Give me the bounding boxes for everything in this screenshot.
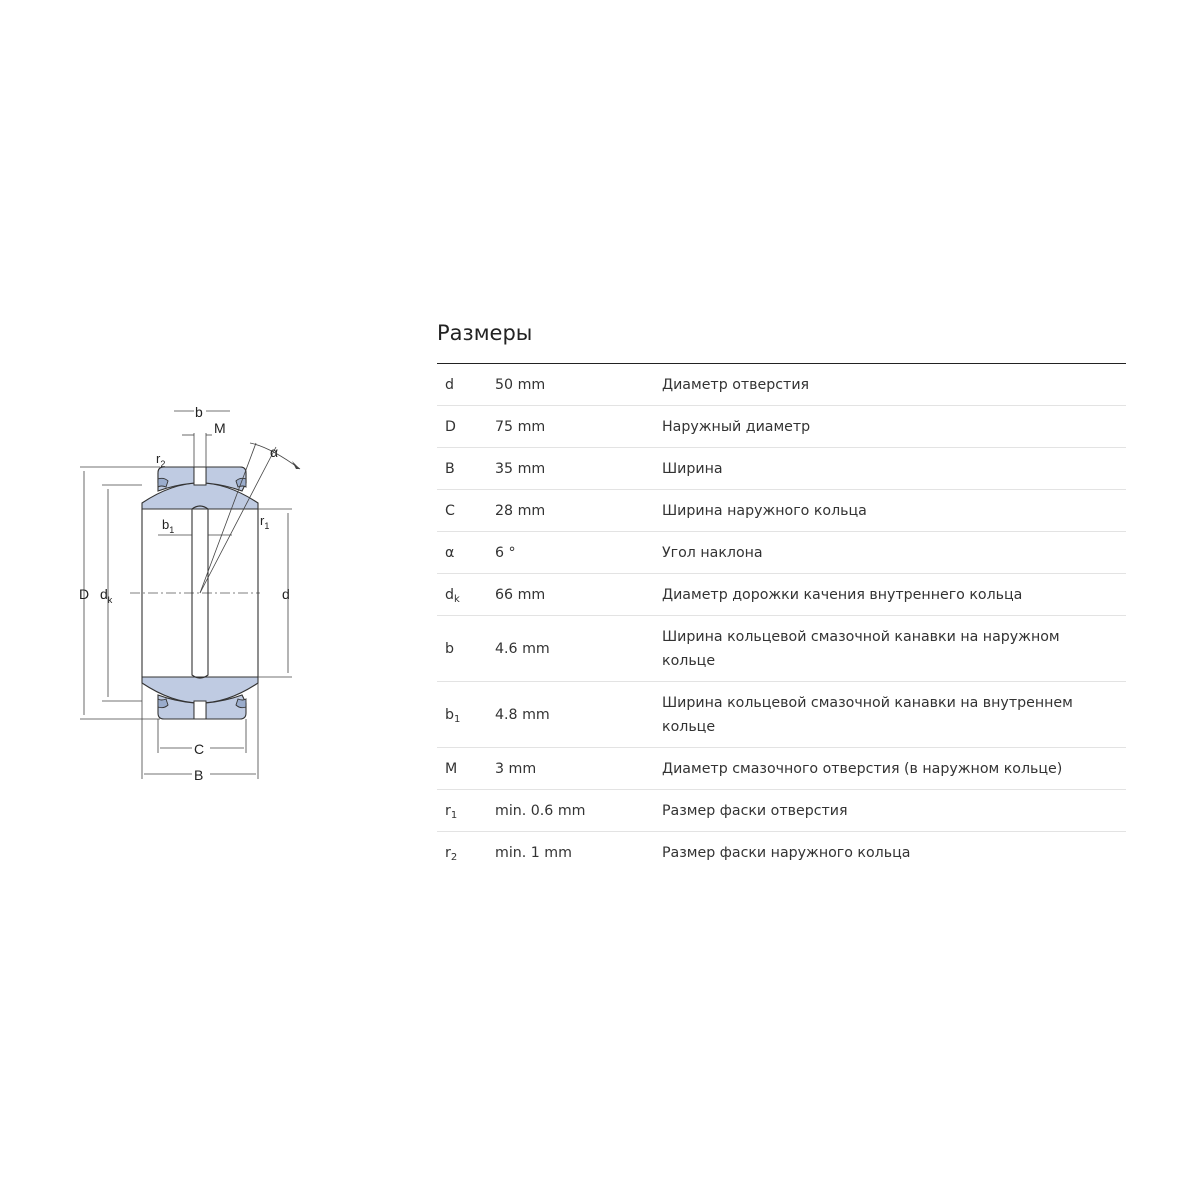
table-row [437, 364, 1126, 406]
label-b-width: B [194, 767, 204, 783]
row-symbol [437, 499, 495, 523]
dimensions-panel [437, 318, 1126, 873]
lubrication-hole-bottom [194, 701, 206, 719]
row-value: 28 mm [495, 502, 546, 519]
row-symbol [437, 637, 495, 661]
label-m: M [214, 420, 226, 436]
row-value: min. 0.6 mm [495, 802, 586, 819]
table-row [437, 574, 1126, 616]
row-value: 4.8 mm [495, 706, 550, 723]
label-c: C [194, 741, 205, 757]
label-b1: $b_1$ [162, 517, 175, 535]
symbol-text: C [445, 502, 455, 519]
row-value: 66 mm [495, 586, 546, 603]
dimensions-table [437, 363, 1126, 873]
label-alpha: α [270, 444, 279, 460]
table-row [437, 490, 1126, 532]
symbol-text: d [445, 586, 455, 603]
symbol-text: α [445, 544, 455, 561]
row-description: Наружный диаметр [662, 418, 811, 435]
bottom-section [142, 677, 258, 719]
symbol-text: B [445, 460, 455, 477]
table-row [437, 616, 1126, 682]
row-description: Ширина кольцевой смазочной канавки на внутреннем кольце [662, 694, 1073, 735]
table-row [437, 790, 1126, 832]
row-description: Диаметр отверстия [662, 376, 810, 393]
label-r1: $r_1$ [260, 513, 270, 531]
symbol-text: M [445, 760, 458, 777]
table-row [437, 406, 1126, 448]
row-value: 75 mm [495, 418, 546, 435]
row-symbol [437, 841, 495, 865]
row-description: Ширина кольцевой смазочной канавки на наружном кольце [662, 628, 1060, 669]
row-symbol [437, 541, 495, 565]
table-row [437, 682, 1126, 748]
label-d-bore: d [282, 586, 290, 602]
table-row [437, 748, 1126, 790]
row-value: 3 mm [495, 760, 537, 777]
row-value: 35 mm [495, 460, 546, 477]
row-value: 4.6 mm [495, 640, 550, 657]
alpha-arrow [292, 461, 300, 469]
row-description: Размер фаски наружного кольца [662, 844, 911, 861]
row-description: Диаметр дорожки качения внутреннего кольца [662, 586, 1023, 603]
label-dk: $d_k$ [100, 586, 113, 605]
row-value: min. 1 mm [495, 844, 572, 861]
symbol-text: r [445, 802, 451, 819]
row-symbol [437, 757, 495, 781]
lubrication-hole [194, 467, 206, 485]
symbol-text: d [445, 376, 455, 393]
row-value: 6 ° [495, 544, 516, 561]
seal-bottom-right [236, 699, 246, 708]
panel-title: Размеры [437, 321, 533, 345]
symbol-text: b [445, 706, 455, 723]
symbol-text: b [445, 640, 455, 657]
row-symbol [437, 373, 495, 397]
symbol-subscript: 2 [450, 851, 458, 863]
label-r2: $r_2$ [156, 451, 166, 469]
symbol-text: r [445, 844, 451, 861]
row-symbol [437, 703, 495, 727]
symbol-text: D [445, 418, 456, 435]
top-section [142, 467, 258, 509]
symbol-subscript: k [454, 593, 460, 605]
row-description: Размер фаски отверстия [662, 802, 848, 819]
label-b: b [195, 404, 203, 420]
row-description: Диаметр смазочного отверстия (в наружном кольце) [662, 760, 1063, 777]
row-value: 50 mm [495, 376, 546, 393]
row-description: Ширина наружного кольца [662, 502, 867, 519]
row-description: Ширина [662, 460, 723, 477]
row-symbol [437, 457, 495, 481]
symbol-subscript: 1 [450, 809, 458, 821]
label-d-outer: D [79, 586, 90, 602]
row-description: Угол наклона [662, 544, 763, 561]
table-row [437, 532, 1126, 574]
seal-top-left [158, 478, 168, 487]
seal-bottom-left [158, 699, 168, 708]
table-row [437, 832, 1126, 873]
row-symbol [437, 415, 495, 439]
row-symbol [437, 799, 495, 823]
symbol-subscript: 1 [454, 713, 461, 725]
table-row [437, 448, 1126, 490]
bearing-cross-section-diagram [70, 395, 320, 795]
row-symbol [437, 583, 495, 607]
